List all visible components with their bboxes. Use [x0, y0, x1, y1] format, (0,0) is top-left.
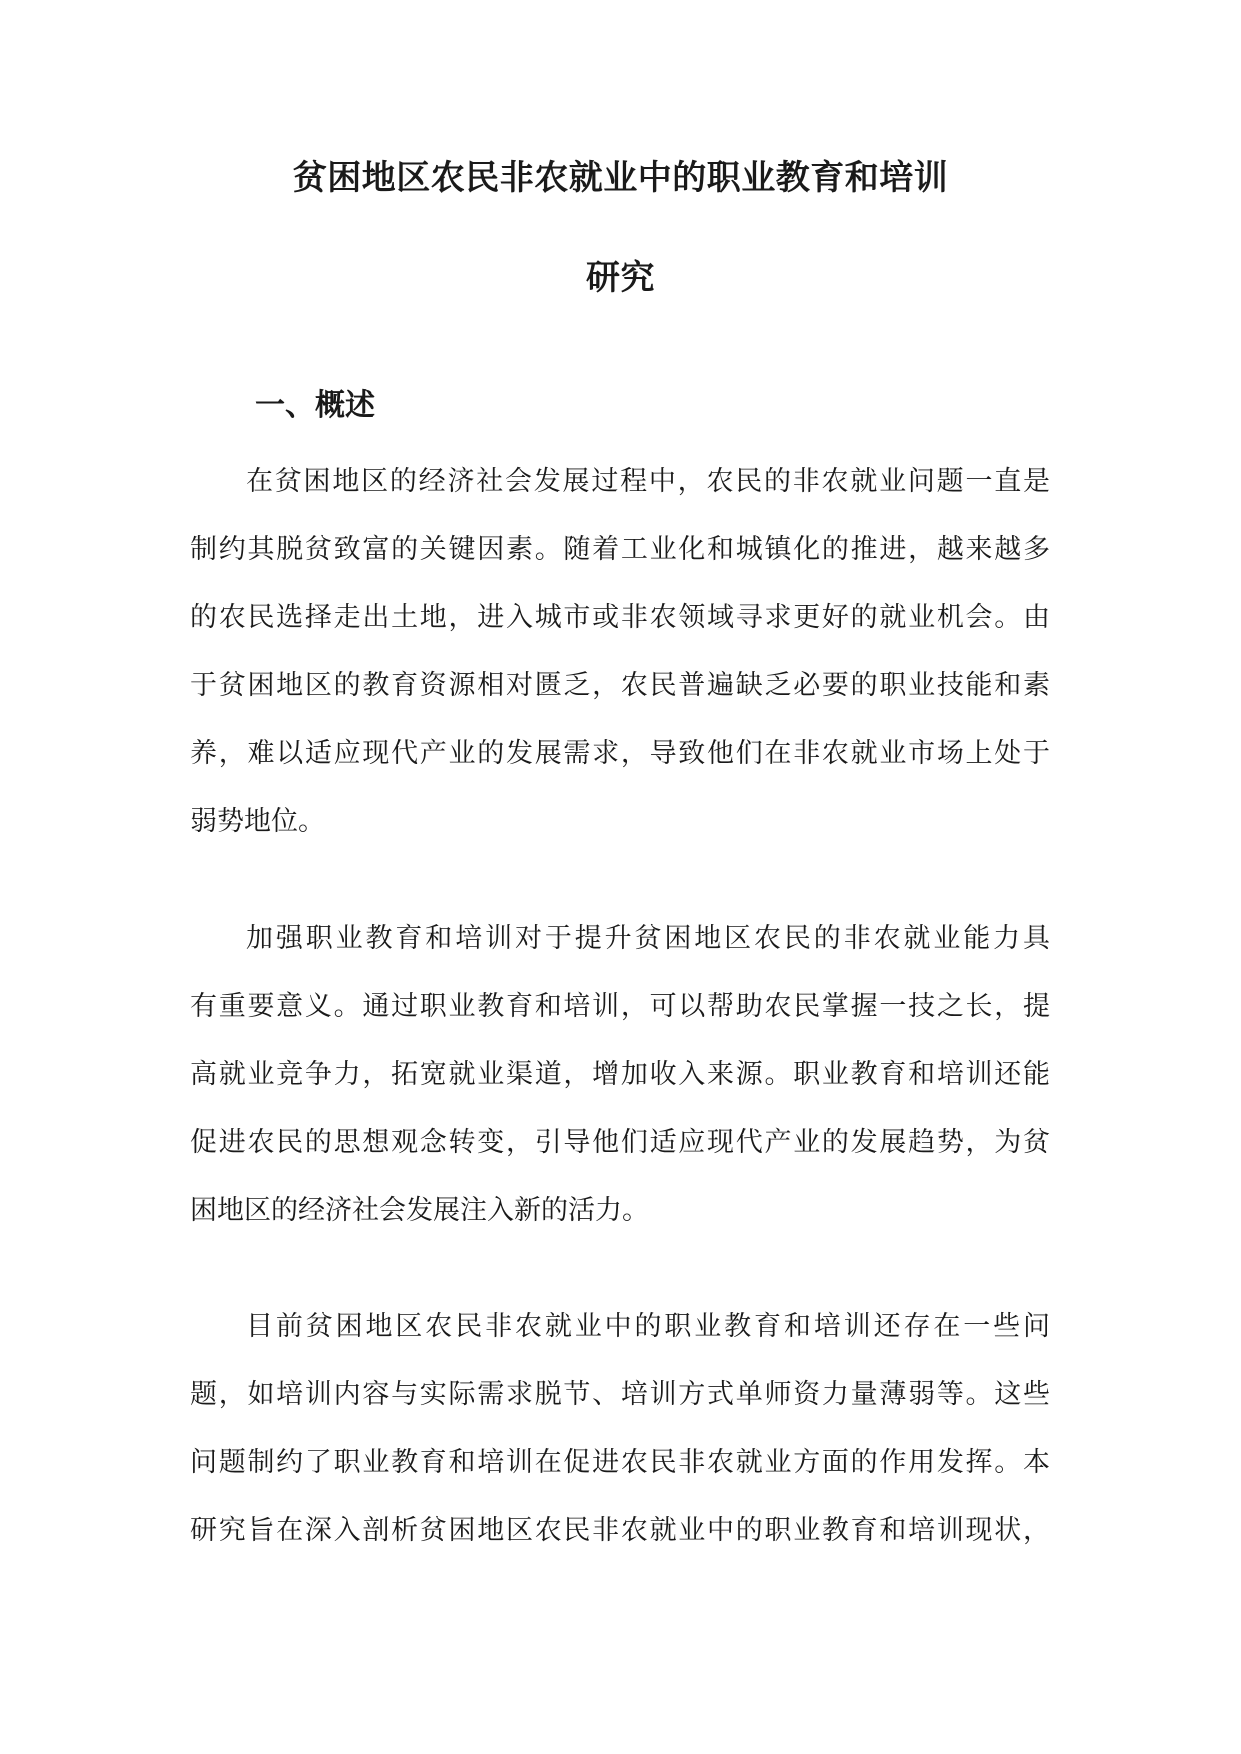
section-heading: 一、概述: [255, 388, 375, 423]
paragraph-line: 制约其脱贫致富的关键因素。随着工业化和城镇化的推进，越来越多: [190, 534, 1050, 565]
paragraph-line: 困地区的经济社会发展注入新的活力。: [190, 1195, 649, 1226]
paragraph-line: 目前贫困地区农民非农就业中的职业教育和培训还存在一些问: [246, 1311, 1050, 1342]
paragraph-line: 加强职业教育和培训对于提升贫困地区农民的非农就业能力具: [246, 923, 1050, 954]
paragraph-1: [190, 448, 1050, 856]
paragraph-line: 有重要意义。通过职业教育和培训，可以帮助农民掌握一技之长，提: [190, 991, 1050, 1022]
paragraph-line: 高就业竞争力，拓宽就业渠道，增加收入来源。职业教育和培训还能: [190, 1059, 1050, 1090]
paragraph-line: 的农民选择走出土地，进入城市或非农领域寻求更好的就业机会。由: [190, 602, 1050, 633]
paragraph-2: [190, 905, 1050, 1245]
paragraph-line: 于贫困地区的教育资源相对匮乏，农民普遍缺乏必要的职业技能和素: [190, 670, 1050, 701]
paragraph-3: [190, 1293, 1050, 1565]
document-title-line-2: 研究: [586, 258, 655, 298]
paragraph-line: 题，如培训内容与实际需求脱节、培训方式单师资力量薄弱等。这些: [190, 1379, 1050, 1410]
paragraph-line: 在贫困地区的经济社会发展过程中，农民的非农就业问题一直是: [246, 466, 1050, 497]
paragraph-line: 问题制约了职业教育和培训在促进农民非农就业方面的作用发挥。本: [190, 1447, 1050, 1478]
document-title-line-1: 贫困地区农民非农就业中的职业教育和培训: [292, 158, 949, 198]
paragraph-line: 研究旨在深入剖析贫困地区农民非农就业中的职业教育和培训现状，: [190, 1515, 1050, 1546]
paragraph-line: 促进农民的思想观念转变，引导他们适应现代产业的发展趋势，为贫: [190, 1127, 1050, 1158]
paragraph-line: 养，难以适应现代产业的发展需求，导致他们在非农就业市场上处于: [190, 738, 1050, 769]
paragraph-line: 弱势地位。: [190, 806, 325, 837]
